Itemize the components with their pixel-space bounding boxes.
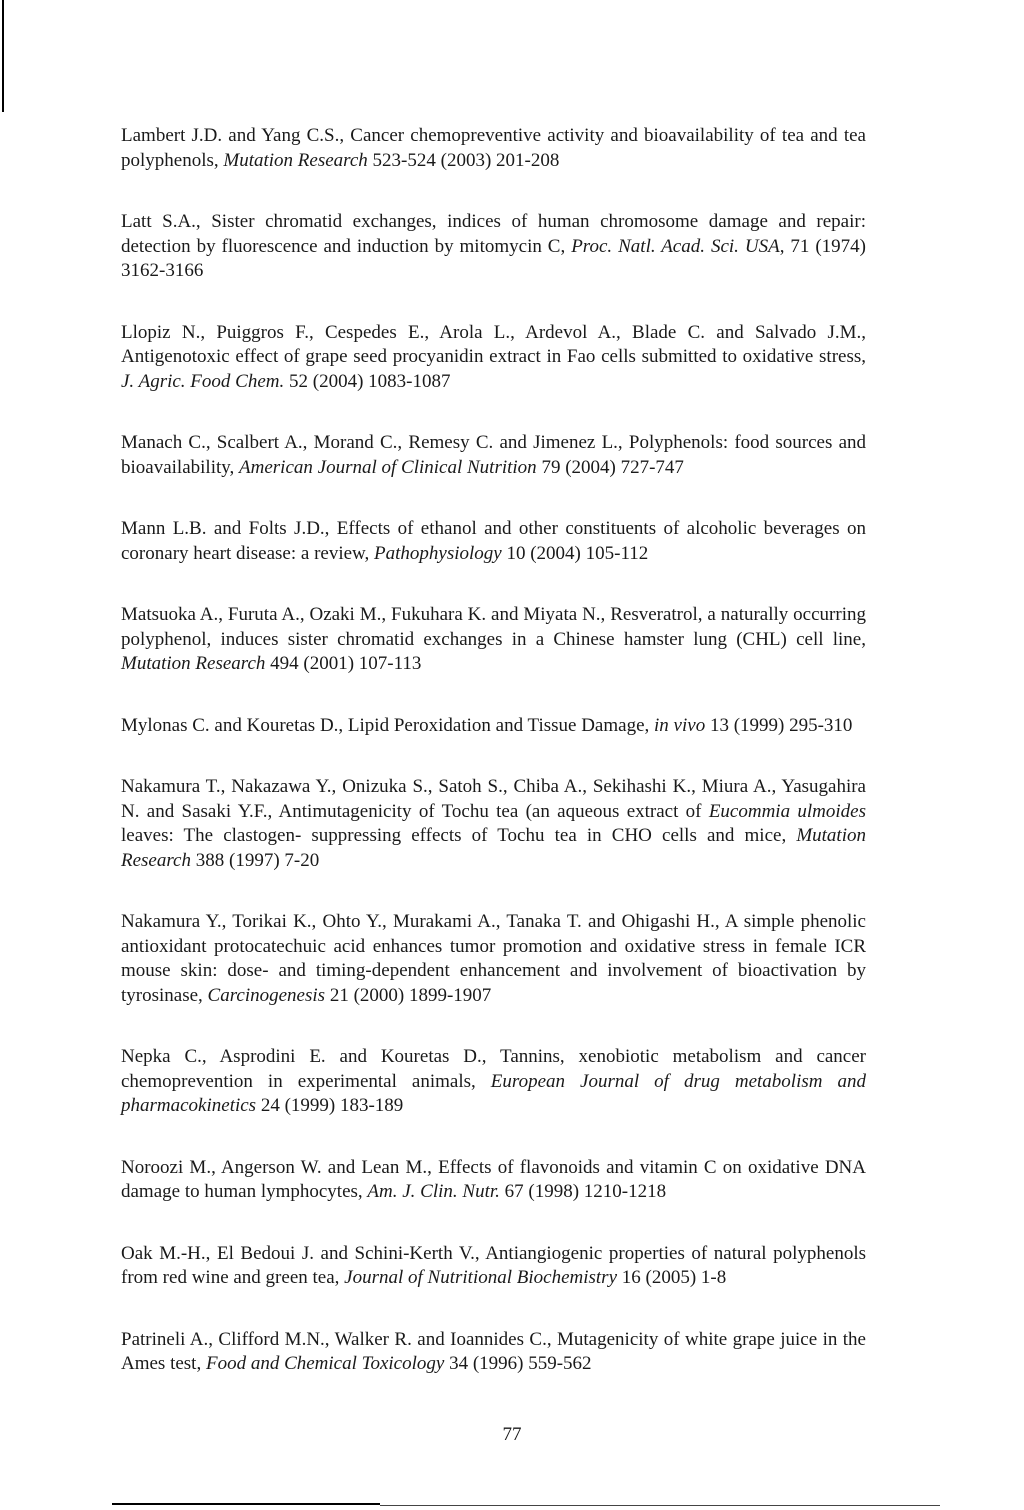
reference-journal: Mutation Research (121, 653, 266, 674)
reference-journal: in vivo (654, 714, 706, 736)
reference-entry (121, 910, 866, 1008)
reference-journal: European Journal of drug metabolism and pharmacokinetics (121, 1070, 866, 1116)
reference-entry (121, 321, 866, 395)
reference-journal: Mutation Research (121, 825, 866, 871)
reference-text: Nepka C., Asprodini E. and Kouretas D., Tannins, xenobiotic metabolism and cancer chemoprevention in experimental animals, (121, 1046, 866, 1092)
reference-text: Mann L.B. and Folts J.D., Effects of ethanol and other constituents of alcoholic beverages on coronary heart disease: a review, (121, 518, 866, 564)
reference-text: 10 (2004) 105-112 (501, 542, 649, 564)
reference-entry (121, 714, 866, 739)
reference-journal: Food and Chemical Toxicology (205, 1353, 445, 1374)
reference-text: 21 (2000) 1899-1907 (325, 984, 492, 1006)
reference-journal: Carcinogenesis (207, 984, 326, 1006)
reference-entry (121, 1242, 866, 1291)
reference-journal: J. Agric. Food Chem. (121, 370, 285, 392)
reference-entry (121, 517, 866, 566)
reference-list (121, 124, 866, 1414)
reference-journal: Am. J. Clin. Nutr. (367, 1181, 500, 1202)
bottom-rule-thin (380, 1505, 940, 1506)
reference-journal: Pathophysiology (374, 542, 502, 564)
reference-text: Noroozi M., Angerson W. and Lean M., Effects of flavonoids and vitamin C on oxidative DNA damage to human lymphocytes, (121, 1156, 866, 1202)
reference-text: 494 (2001) 107-113 (265, 653, 422, 674)
reference-entry (121, 1045, 866, 1119)
scan-edge-mark (2, 0, 4, 112)
reference-entry (121, 210, 866, 284)
reference-text: 16 (2005) 1-8 (617, 1267, 727, 1288)
reference-text: 13 (1999) 295-310 (705, 714, 853, 736)
bottom-rule (112, 1503, 380, 1505)
reference-entry (121, 124, 866, 173)
reference-text: Manach C., Scalbert A., Morand C., Remesy C. and Jimenez L., Polyphenols: food sources and bioavailability, (121, 432, 866, 478)
reference-text: , 71 (1974) 3162-3166 (121, 235, 866, 281)
reference-journal: Journal of Nutritional Biochemistry (344, 1267, 618, 1288)
reference-text: Patrineli A., Clifford M.N., Walker R. and Ioannides C., Mutagenicity of white grape juice in the Ames test, (121, 1328, 866, 1374)
reference-text: 523-524 (2003) 201-208 (367, 149, 560, 171)
reference-entry (121, 1328, 866, 1377)
reference-text: Llopiz N., Puiggros F., Cespedes E., Arola L., Ardevol A., Blade C. and Salvado J.M., Antigenotoxic effect of grape seed procyanidin extract in Fao cells submitted to oxidative stress, (121, 321, 866, 367)
reference-text: 52 (2004) 1083-1087 (284, 370, 451, 392)
reference-text: Matsuoka A., Furuta A., Ozaki M., Fukuhara K. and Miyata N., Resveratrol, a naturally occurring polyphenol, induces sister chromatid exchanges in a Chinese hamster lung (CHL) cell line, (121, 604, 866, 650)
reference-text: 34 (1996) 559-562 (444, 1353, 592, 1374)
reference-journal: Proc. Natl. Acad. Sci. USA (571, 235, 780, 257)
reference-entry (121, 603, 866, 677)
reference-journal: Mutation Research (223, 149, 368, 171)
reference-entry (121, 1156, 866, 1205)
reference-text: 388 (1997) 7-20 (191, 849, 320, 871)
reference-text: Nakamura T., Nakazawa Y., Onizuka S., Satoh S., Chiba A., Sekihashi K., Miura A., Yasugahira N. and Sasaki Y.F., Antimutagenicity of Tochu tea (an aqueous extract of (121, 776, 866, 822)
reference-entry (121, 775, 866, 873)
reference-journal: American Journal of Clinical Nutrition (239, 456, 537, 478)
reference-text: 67 (1998) 1210-1218 (499, 1181, 667, 1202)
reference-text: Lambert J.D. and Yang C.S., Cancer chemopreventive activity and bioavailability of tea and tea polyphenols, (121, 125, 866, 171)
reference-text: leaves: The clastogen- suppressing effects of Tochu tea in CHO cells and mice, (121, 825, 797, 846)
reference-entry (121, 431, 866, 480)
reference-text: Mylonas C. and Kouretas D., Lipid Peroxidation and Tissue Damage, (121, 714, 655, 736)
reference-journal: Eucommia ulmoides (708, 800, 866, 822)
reference-text: 79 (2004) 727-747 (536, 456, 684, 478)
page-number: 77 (502, 1424, 522, 1445)
reference-text: 24 (1999) 183-189 (256, 1095, 404, 1116)
reference-text: Latt S.A., Sister chromatid exchanges, indices of human chromosome damage and repair: detection by fluorescence and induction by mitomycin C, (121, 211, 866, 257)
reference-text: Nakamura Y., Torikai K., Ohto Y., Murakami A., Tanaka T. and Ohigashi H., A simple phenolic antioxidant protocatechuic acid enhances tumor promotion and oxidative stress in female ICR mouse skin: dose- and timing-dependent enhancement and involvement of bioactivation by tyrosinase, (121, 911, 866, 1006)
reference-text: Oak M.-H., El Bedoui J. and Schini-Kerth V., Antiangiogenic properties of natural polyphenols from red wine and green tea, (121, 1242, 866, 1288)
